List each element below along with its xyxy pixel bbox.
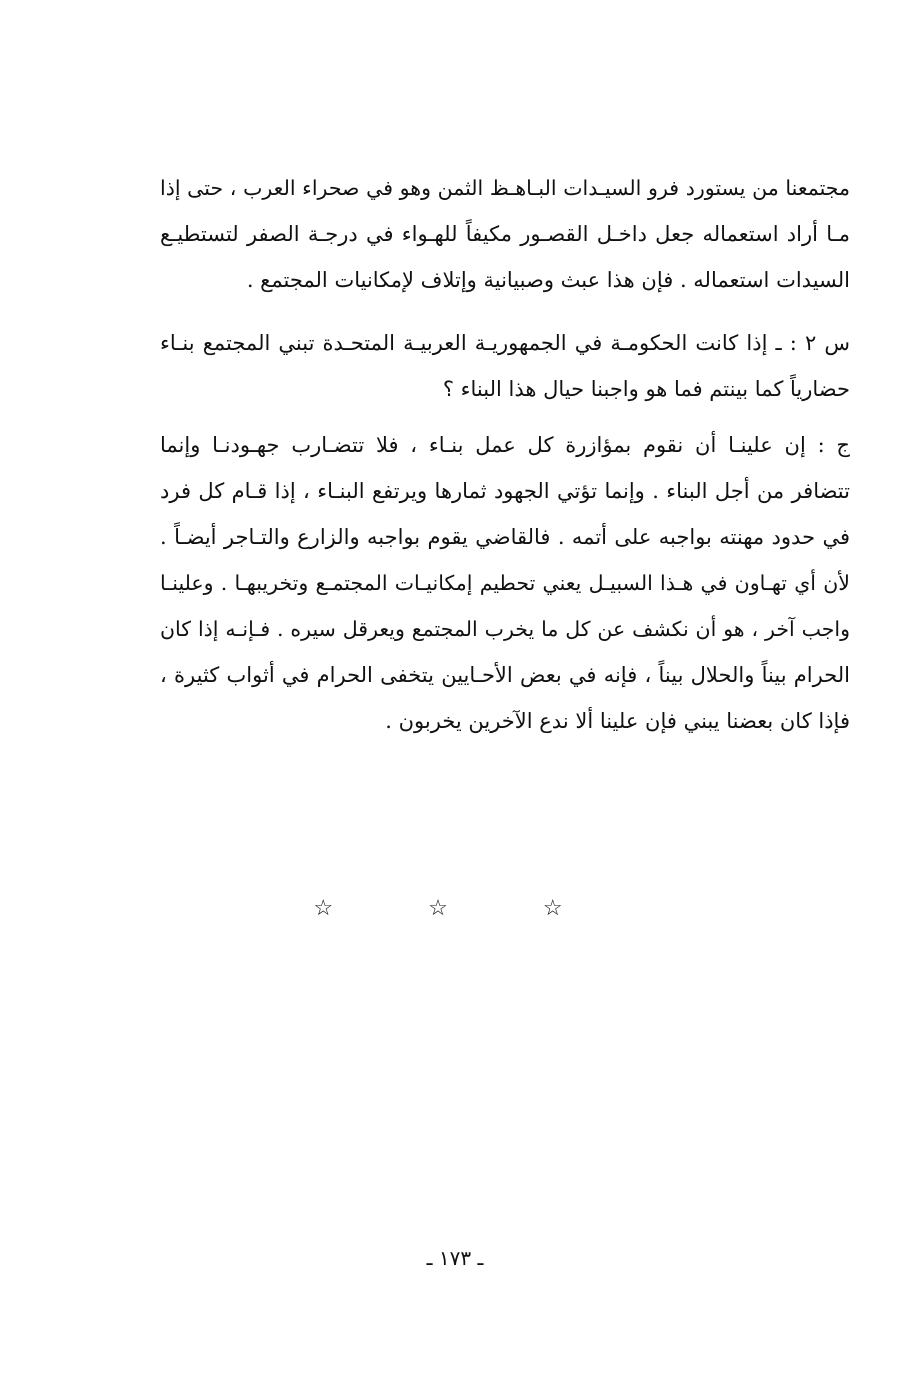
text-line: واجب آخر ، هو أن نكشف عن كل ما يخرب المجتمع ويعرقل سيره . فـإنـه إذا كان [160, 617, 850, 641]
text-line: حضارياً كما بينتم فما هو واجبنا حيال هذا البناء ؟ [442, 377, 850, 401]
paragraph-question-2 [160, 320, 850, 412]
text-line: ج : إن علينـا أن نقوم بمؤازرة كل عمل بنـاء ، فلا تتضـارب جهـودنـا وإنما [160, 433, 850, 457]
text-line: س ٢ : ـ إذا كانت الحكومـة في الجمهوريـة العربيـة المتحـدة تبني المجتمع بنـاء [160, 331, 850, 355]
text-line: لأن أي تهـاون في هـذا السبيـل يعني تحطيم إمكانيـات المجتمـع وتخريبهـا . وعلينـا [160, 571, 850, 595]
text-line: فإذا كان بعضنا يبني فإن علينا ألا ندع الآخرين يخربون . [385, 709, 850, 733]
text-line: الحرام بيناً والحلال بيناً ، فإنه في بعض الأحـايين يتخفى الحرام في أثواب كثيرة ، [160, 663, 850, 687]
text-line: مجتمعنا من يستورد فرو السيـدات البـاهـظ الثمن وهو في صحراء العرب ، حتى إذا [160, 176, 850, 200]
section-separator [0, 896, 910, 921]
star-icon: ☆ [542, 896, 597, 921]
page-number: ـ ١٧٣ ـ [426, 1246, 484, 1270]
text-line: في حدود مهنته بواجبه على أتمه . فالقاضي يقوم بواجبه والزارع والتـاجر أيضـاً . [160, 525, 850, 549]
paragraph-answer-2 [160, 422, 850, 744]
paragraph-1 [160, 165, 850, 303]
star-icon: ☆ [313, 896, 368, 921]
star-icon: ☆ [428, 896, 482, 921]
text-line: مـا أراد استعماله جعل داخـل القصـور مكيفاً للهـواء في درجـة الصفر لتستطيـع [160, 222, 850, 246]
text-line: السيدات استعماله . فإن هذا عبث وصبيانية وإتلاف لإمكانيات المجتمع . [246, 268, 850, 292]
text-line: تتضافر من أجل البناء . وإنما تؤتي الجهود ثمارها ويرتفع البنـاء ، إذا قـام كل فرد [160, 479, 850, 503]
